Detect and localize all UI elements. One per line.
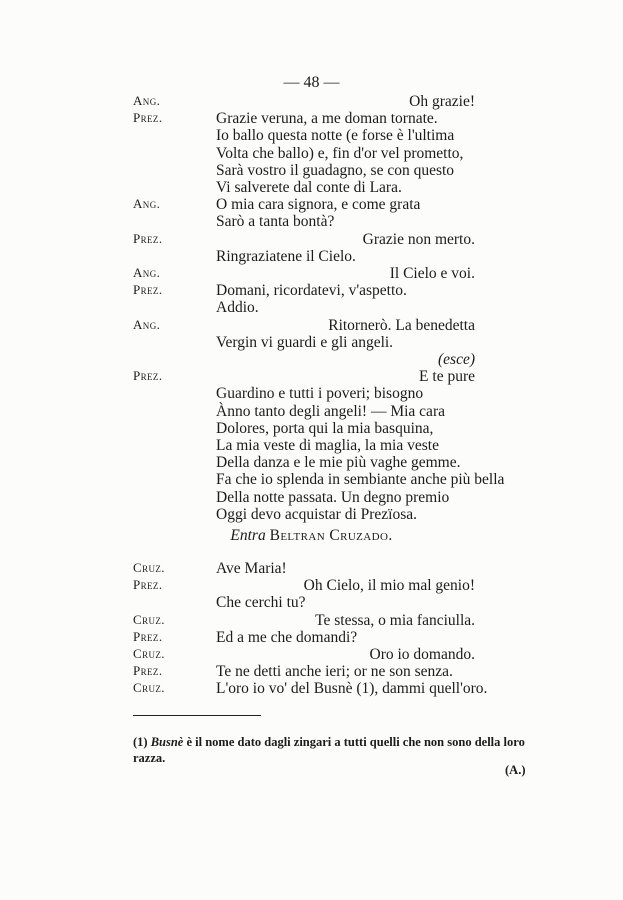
script-line: [0, 471, 623, 488]
script-line: [0, 110, 623, 127]
script-line: [0, 385, 623, 402]
script-line: [0, 248, 623, 265]
footnote: [133, 734, 533, 766]
line-text: Te ne detti anche ieri; or ne son senza.: [216, 663, 453, 681]
script-line: [0, 231, 623, 248]
script-line: [0, 282, 623, 299]
line-text: Dolores, porta qui la mia basquina,: [216, 419, 434, 437]
script-line: [0, 560, 623, 577]
speaker-label: Prez.: [133, 230, 163, 246]
script-line: [0, 577, 623, 594]
line-text: Grazie non merto.: [362, 230, 475, 248]
line-text: Io ballo questa notte (e forse è l'ultima: [216, 127, 455, 145]
speaker-label: Prez.: [133, 110, 163, 126]
line-text: Della notte passata. Un degno premio: [216, 488, 450, 506]
line-text: E te pure: [419, 368, 475, 386]
line-text: Sarà vostro il guadagno, se con questo: [216, 161, 455, 179]
script-line: [0, 629, 623, 646]
script-line: [0, 299, 623, 316]
line-text: O mia cara signora, e come grata: [216, 196, 421, 214]
speaker-label: Cruz.: [133, 611, 165, 627]
line-text: Vergin vi guardi e gli angeli.: [216, 333, 394, 351]
script-line: [0, 612, 623, 629]
speaker-label: Prez.: [133, 368, 163, 384]
script-line: [0, 454, 623, 471]
line-text: Ànno tanto degli angeli! — Mia cara: [216, 402, 445, 420]
line-text: Vi salverete dal conte di Lara.: [216, 179, 402, 196]
script-line: [0, 179, 623, 196]
line-text: Della danza e le mie più vaghe gemme.: [216, 454, 461, 472]
line-text: Che cerchi tu?: [216, 594, 306, 612]
script-line: [0, 162, 623, 179]
speaker-label: Prez.: [133, 577, 163, 593]
speaker-label: Prez.: [133, 663, 163, 679]
script-line: [0, 680, 623, 697]
line-text: Volta che ballo) e, fin d'or vel prometto,: [216, 144, 464, 162]
speaker-label: Ang.: [133, 316, 161, 332]
line-text: (esce): [438, 351, 475, 368]
script-line: [0, 317, 623, 334]
speaker-label: Prez.: [133, 628, 163, 644]
script-line: [0, 213, 623, 230]
stage-direction: [0, 527, 623, 544]
line-text: Addio.: [216, 299, 259, 317]
speaker-label: Ang.: [133, 196, 161, 212]
page-number: — 48 —: [283, 74, 340, 91]
stage-direction-verb: Entra: [230, 527, 266, 544]
script-line: [0, 646, 623, 663]
script-line: [0, 594, 623, 611]
script-line: [0, 127, 623, 144]
speaker-label: Cruz.: [133, 646, 165, 661]
script-line: [0, 489, 623, 506]
script-line: [0, 663, 623, 680]
script-line: [0, 437, 623, 454]
script-line: [0, 145, 623, 162]
footnote-term: Busnè: [150, 735, 184, 749]
speaker-label: Ang.: [133, 265, 161, 280]
line-text: Te stessa, o mia fanciulla.: [315, 611, 475, 629]
line-text: Sarò a tanta bontà?: [216, 213, 335, 231]
script-line: [0, 368, 623, 385]
line-text: Il Cielo e voi.: [389, 265, 475, 282]
script-line: [0, 506, 623, 523]
line-text: Ritornerò. La benedetta: [328, 316, 475, 334]
line-text: Grazie veruna, a me doman tornate.: [216, 110, 438, 128]
speaker-label: Cruz.: [133, 680, 165, 696]
line-text: Oh Cielo, il mio mal genio!: [303, 577, 475, 595]
line-text: Oro io domando.: [369, 646, 475, 663]
script-line: [0, 420, 623, 437]
speaker-label: Ang.: [133, 93, 161, 108]
line-text: Ave Maria!: [216, 560, 287, 577]
script-line: [0, 265, 623, 282]
line-text: Oggi devo acquistar di Prezïosa.: [216, 505, 418, 523]
line-text: Oh grazie!: [409, 93, 475, 110]
script-line: [0, 196, 623, 213]
speaker-label: Cruz.: [133, 560, 165, 575]
line-text: Guardino e tutti i poveri; bisogno: [216, 385, 424, 403]
line-text: Fa che io splenda in sembiante anche più bella: [216, 471, 505, 489]
line-text: La mia veste di maglia, la mia veste: [216, 437, 439, 454]
footnote-text: è il nome dato dagli zingari a tutti quelli che non sono della loro razza.: [133, 735, 525, 765]
speaker-label: Prez.: [133, 282, 163, 298]
script-line: [0, 93, 623, 110]
signature: (A.): [505, 763, 526, 777]
script-line: [0, 334, 623, 351]
line-text: Ed a me che domandi?: [216, 628, 358, 646]
line-text: L'oro io vo' del Busnè (1), dammi quell'oro.: [216, 680, 488, 698]
stage-direction-name: Beltran Cruzado.: [269, 527, 393, 544]
script-line: [0, 403, 623, 420]
script-line: [0, 351, 623, 368]
line-text: Domani, ricordatevi, v'aspetto.: [216, 282, 407, 300]
footnote-rule: [133, 715, 261, 716]
footnote-marker: (1): [133, 735, 148, 749]
line-text: Ringraziatene il Cielo.: [216, 247, 356, 265]
